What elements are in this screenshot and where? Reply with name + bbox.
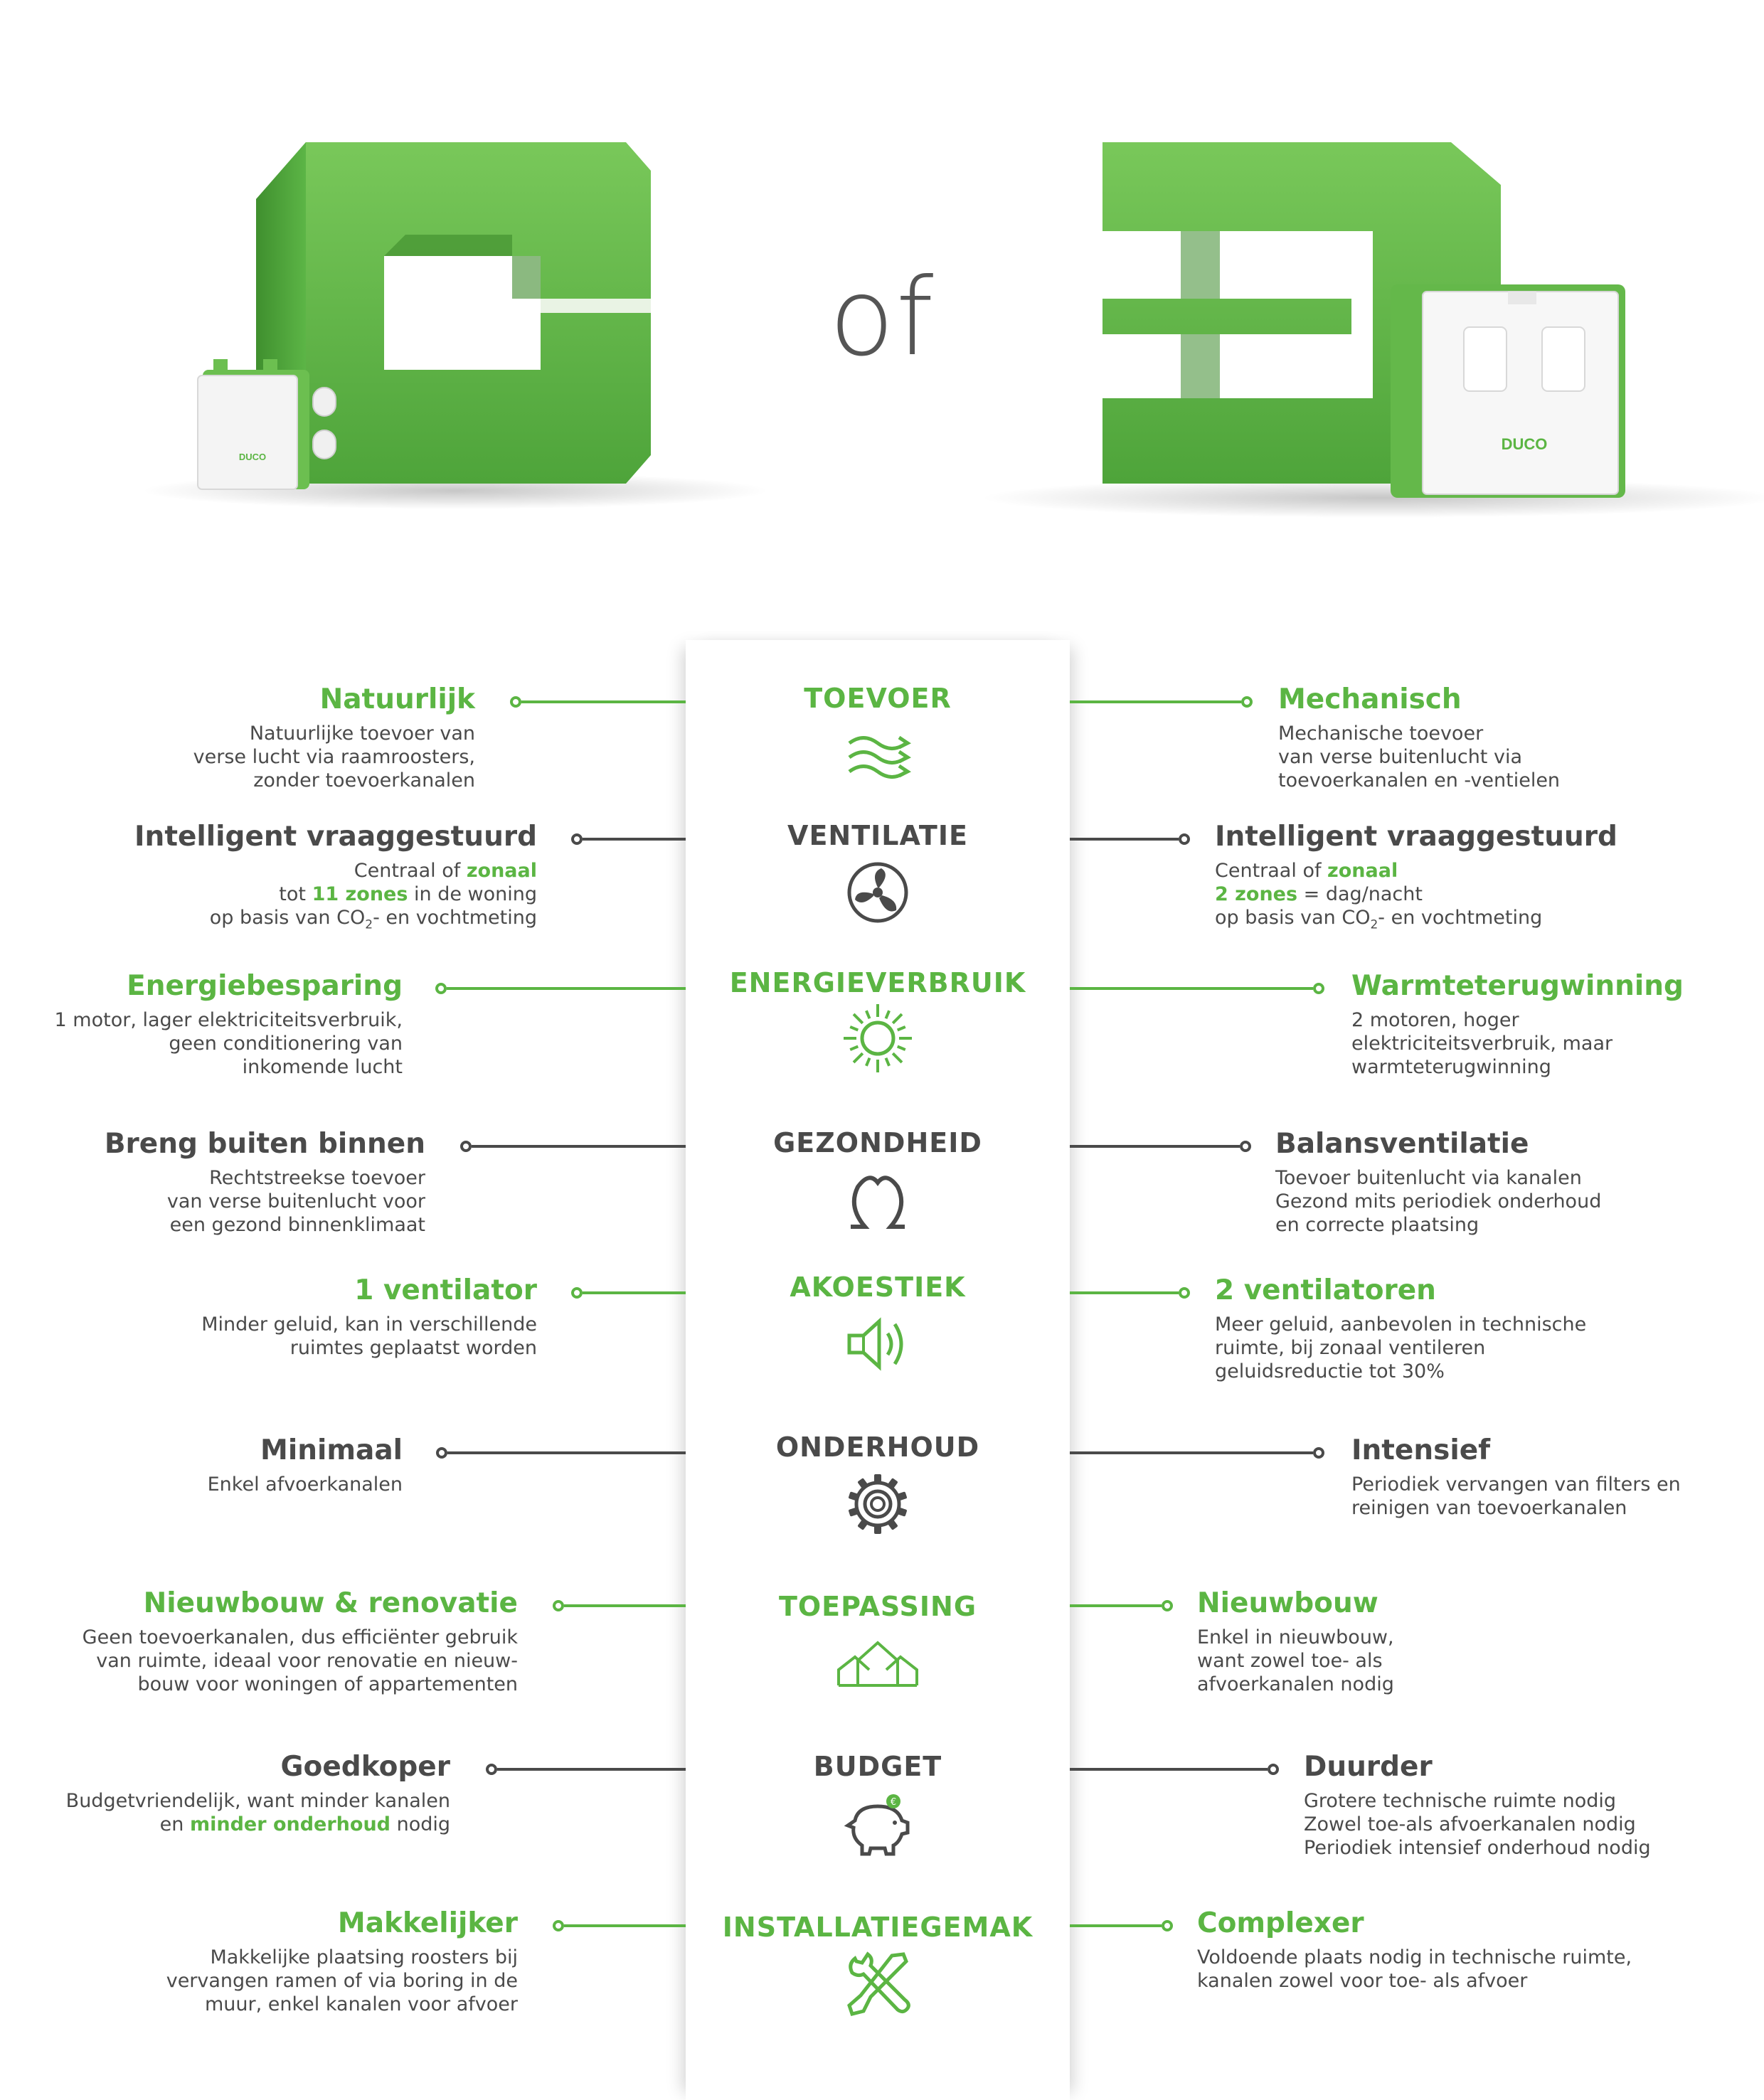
hero — [0, 0, 1764, 555]
highlight-text: 11 zones — [312, 883, 408, 905]
right-option-title: Balansventilatie — [1275, 1128, 1529, 1160]
right-option-title: Mechanisch — [1278, 683, 1462, 715]
large-ventilation-unit — [1391, 284, 1625, 498]
left-connector-dot — [571, 1287, 583, 1299]
right-option-title: Intelligent vraaggestuurd — [1215, 821, 1617, 853]
left-option-title: Intelligent vraaggestuurd — [134, 821, 537, 853]
left-unit-logo: DUCO — [238, 452, 267, 462]
right-option-description — [1278, 722, 1560, 792]
description-line: tot 11 zones in de woning — [279, 883, 537, 905]
right-connector-line — [1070, 1451, 1313, 1454]
description-line: Enkel afvoerkanalen — [207, 1473, 403, 1496]
description-line: Toevoer buitenlucht via kanalen — [1275, 1167, 1582, 1189]
svg-text:€: € — [890, 1797, 897, 1808]
description-line: geluidsreductie tot 30% — [1215, 1360, 1445, 1382]
left-connector-dot — [486, 1764, 497, 1775]
left-connector-line — [564, 1924, 686, 1927]
category-label: BUDGET — [813, 1751, 942, 1782]
highlight-text: 2 zones — [1215, 883, 1298, 905]
right-option-title: Duurder — [1304, 1751, 1433, 1783]
description-line: ruimtes geplaatst worden — [289, 1337, 537, 1359]
highlight-text: zonaal — [1327, 860, 1398, 882]
left-connector-line — [447, 987, 686, 990]
right-option-description — [1197, 1626, 1394, 1696]
category-label: ENERGIEVERBRUIK — [729, 967, 1026, 998]
description-line: zonder toevoerkanalen — [253, 769, 475, 792]
description-line: 2 zones = dag/nacht — [1215, 883, 1423, 905]
right-option-description — [1197, 1946, 1632, 1993]
right-connector-line — [1070, 1145, 1240, 1148]
category-label: TOEVOER — [804, 683, 952, 714]
description-line: op basis van $CO_2-$ en vochtmeting — [209, 907, 537, 932]
description-line: en correcte plaatsing — [1275, 1214, 1479, 1236]
category-label: VENTILATIE — [787, 820, 968, 851]
left-option-title: Nieuwbouw & renovatie — [143, 1587, 518, 1619]
left-connector-dot — [510, 696, 521, 708]
right-connector-line — [1070, 1768, 1268, 1771]
category-label: AKOESTIEK — [790, 1272, 966, 1303]
category-label: INSTALLATIEGEMAK — [722, 1912, 1034, 1943]
left-connector-line — [447, 1451, 686, 1454]
description-line: geen conditionering van — [169, 1033, 403, 1055]
right-connector-line — [1070, 987, 1313, 990]
category-label: GEZONDHEID — [773, 1127, 982, 1158]
description-line: op basis van $CO_2-$ en vochtmeting — [1215, 907, 1543, 932]
description-line: reinigen van toevoerkanalen — [1351, 1497, 1627, 1519]
left-connector-line — [564, 1604, 686, 1607]
description-line: een gezond binnenklimaat — [169, 1214, 425, 1236]
description-line: van verse buitenlucht voor — [166, 1190, 425, 1212]
right-option-description — [1304, 1789, 1651, 1860]
description-line: Meer geluid, aanbevolen in technische — [1215, 1313, 1587, 1336]
left-option-title: Natuurlijk — [319, 683, 475, 715]
description-line: Minder geluid, kan in verschillende — [201, 1313, 537, 1336]
piggy-bank-icon — [842, 1789, 913, 1860]
left-option-description — [193, 722, 475, 792]
description-line: verse lucht via raamroosters, — [193, 746, 475, 768]
left-option-description — [83, 1626, 518, 1696]
description-line: Grotere technische ruimte nodig — [1304, 1790, 1617, 1812]
right-option-title: Intensief — [1351, 1434, 1491, 1466]
left-option-description — [208, 1473, 403, 1496]
speaker-icon — [842, 1308, 913, 1380]
right-connector-dot — [1313, 1447, 1324, 1459]
right-connector-line — [1070, 700, 1241, 703]
right-connector-dot — [1313, 983, 1324, 994]
highlight-text: minder onderhoud — [189, 1813, 390, 1835]
description-line: Mechanische toevoer — [1278, 723, 1484, 745]
separator-of: of — [829, 256, 935, 380]
right-connector-dot — [1162, 1920, 1173, 1931]
left-option-description — [66, 1789, 450, 1836]
houses-icon — [842, 1629, 913, 1700]
description-line: Zowel toe-als afvoerkanalen nodig — [1304, 1813, 1636, 1835]
lungs-icon — [842, 1164, 913, 1235]
description-line: Centraal of zonaal — [354, 860, 537, 882]
left-option-description — [166, 1946, 518, 2016]
description-line: toevoerkanalen en -ventielen — [1278, 769, 1561, 792]
tools-icon — [842, 1949, 913, 2020]
left-option-description — [201, 1313, 537, 1360]
right-option-title: 2 ventilatoren — [1215, 1274, 1436, 1306]
description-line: want zowel toe- als — [1197, 1650, 1383, 1672]
right-option-title: Complexer — [1197, 1907, 1364, 1939]
left-connector-dot — [553, 1600, 564, 1611]
description-line: Natuurlijke toevoer van — [249, 723, 475, 745]
left-option-title: 1 ventilator — [354, 1274, 537, 1306]
description-line: Makkelijke plaatsing roosters bij — [210, 1946, 518, 1968]
right-option-description — [1215, 1313, 1586, 1383]
air-flow-icon — [842, 722, 913, 793]
description-line: 2 motoren, hoger — [1351, 1009, 1519, 1031]
right-option-title: Warmteterugwinning — [1351, 970, 1684, 1002]
right-connector-dot — [1179, 833, 1190, 845]
description-line: afvoerkanalen nodig — [1197, 1673, 1394, 1695]
description-line: kanalen zowel voor toe- als afvoer — [1197, 1970, 1528, 1992]
right-connector-line — [1070, 838, 1179, 841]
description-line: bouw voor woningen of appartementen — [137, 1673, 518, 1695]
left-option-title: Breng buiten binnen — [104, 1128, 425, 1160]
right-unit-logo: DUCO — [1501, 435, 1548, 453]
highlight-text: zonaal — [466, 860, 537, 882]
right-connector-dot — [1240, 1141, 1251, 1152]
left-option-description — [167, 1166, 425, 1237]
left-connector-dot — [435, 983, 447, 994]
left-connector-dot — [571, 833, 583, 845]
right-connector-line — [1070, 1604, 1162, 1607]
description-line: van ruimte, ideaal voor renovatie en nieuw- — [96, 1650, 518, 1672]
description-line: Voldoende plaats nodig in technische ruimte, — [1197, 1946, 1632, 1968]
right-option-description — [1275, 1166, 1601, 1237]
description-line: en minder onderhoud nodig — [159, 1813, 450, 1835]
right-option-title: Nieuwbouw — [1197, 1587, 1378, 1619]
left-connector-line — [583, 838, 686, 841]
left-option-title: Goedkoper — [280, 1751, 450, 1783]
gear-icon — [842, 1469, 913, 1540]
left-connector-line — [583, 1291, 686, 1294]
right-connector-line — [1070, 1291, 1179, 1294]
category-label: ONDERHOUD — [775, 1432, 980, 1463]
right-connector-dot — [1241, 696, 1253, 708]
left-connector-line — [521, 700, 686, 703]
left-connector-dot — [436, 1447, 447, 1459]
left-option-title: Energiebesparing — [127, 970, 403, 1002]
right-option-description — [1351, 1008, 1612, 1079]
sun-icon — [842, 1003, 913, 1074]
description-line: Geen toevoerkanalen, dus efficiënter gebruik — [82, 1626, 518, 1648]
left-connector-line — [472, 1145, 686, 1148]
right-connector-dot — [1268, 1764, 1279, 1775]
left-option-description — [55, 1008, 403, 1079]
description-line: Centraal of zonaal — [1215, 860, 1398, 882]
description-line: warmteterugwinning — [1351, 1056, 1551, 1078]
description-line: Enkel in nieuwbouw, — [1197, 1626, 1394, 1648]
description-line: vervangen ramen of via boring in de — [166, 1970, 518, 1992]
left-option-description — [210, 859, 537, 937]
description-line: ruimte, bij zonaal ventileren — [1215, 1337, 1486, 1359]
left-connector-dot — [460, 1141, 472, 1152]
category-label: TOEPASSING — [778, 1591, 977, 1622]
description-line: van verse buitenlucht via — [1278, 746, 1522, 768]
left-option-title: Makkelijker — [337, 1907, 518, 1939]
description-line: Budgetvriendelijk, want minder kanalen — [65, 1790, 450, 1812]
letter-c-shape — [256, 142, 651, 484]
description-line: 1 motor, lager elektriciteitsverbruik, — [54, 1009, 403, 1031]
right-option-description — [1215, 859, 1542, 937]
right-connector-dot — [1179, 1287, 1190, 1299]
description-line: inkomende lucht — [242, 1056, 403, 1078]
description-line: Gezond mits periodiek onderhoud — [1275, 1190, 1602, 1212]
description-line: elektriciteitsverbruik, maar — [1351, 1033, 1613, 1055]
right-option-description — [1351, 1473, 1681, 1520]
left-connector-dot — [553, 1920, 564, 1931]
right-connector-dot — [1162, 1600, 1173, 1611]
description-line: Periodiek intensief onderhoud nodig — [1304, 1837, 1651, 1859]
description-line: muur, enkel kanalen voor afvoer — [204, 1993, 518, 2015]
right-connector-line — [1070, 1924, 1162, 1927]
fan-icon — [842, 857, 913, 928]
left-option-title: Minimaal — [260, 1434, 403, 1466]
description-line: Rechtstreekse toevoer — [209, 1167, 425, 1189]
left-connector-line — [497, 1768, 686, 1771]
description-line: Periodiek vervangen van filters en — [1351, 1473, 1681, 1496]
